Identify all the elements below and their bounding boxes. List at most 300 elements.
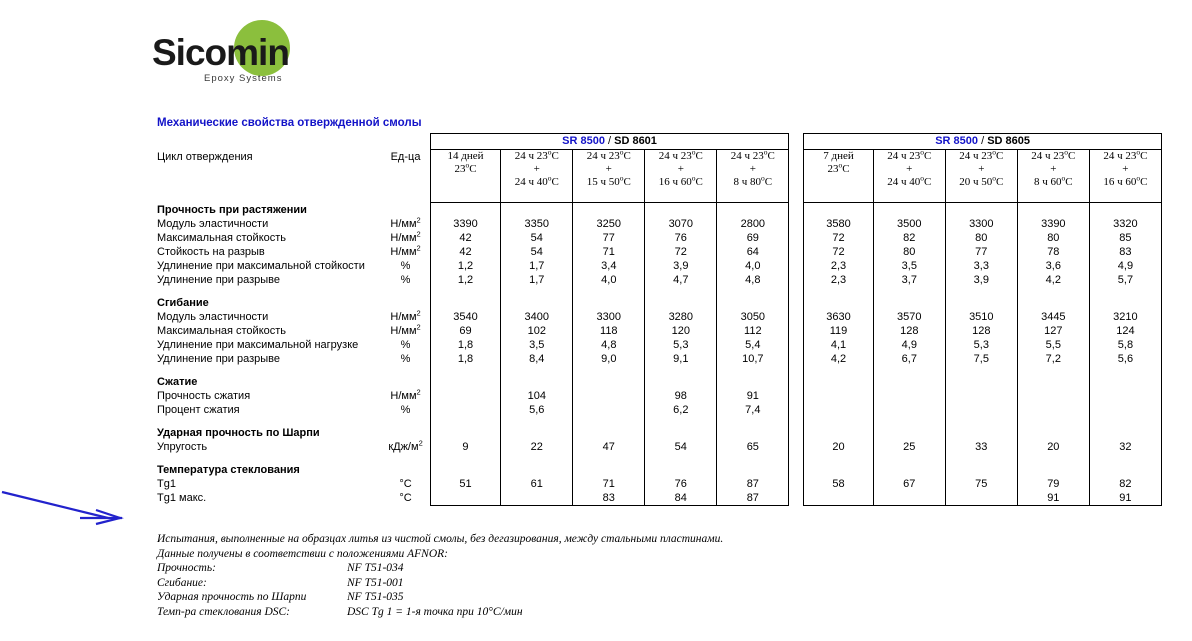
row-unit: $Н/мм^2$ [390, 308, 421, 323]
data-cell-left: 71 [573, 245, 645, 259]
data-cell-right: 58 [804, 477, 874, 491]
data-cell-left: 102 [501, 324, 573, 338]
empty-cell [945, 417, 1017, 426]
data-cell-left: 65 [717, 440, 789, 454]
empty-cell [717, 287, 789, 296]
empty-cell [1089, 426, 1161, 440]
data-cell-left: 4,0 [717, 259, 789, 273]
empty-cell [1017, 454, 1089, 463]
data-cell-left: 1,2 [430, 259, 501, 273]
data-cell-left: 83 [573, 491, 645, 506]
empty-cell [430, 296, 501, 310]
empty-cell [645, 296, 717, 310]
column-gap [789, 217, 804, 231]
row-unit: кДж/$м^2$ [388, 438, 423, 453]
section-spacer-row [157, 366, 1162, 375]
footnote-item [157, 590, 723, 605]
data-cell-right [873, 389, 945, 403]
column-gap [789, 296, 804, 310]
data-cell-left: 69 [430, 324, 501, 338]
column-gap [789, 245, 804, 259]
column-gap [789, 231, 804, 245]
data-cell-left: 76 [645, 477, 717, 491]
data-cell-left: 118 [573, 324, 645, 338]
row-label: Стойкость на разрыв [157, 246, 265, 258]
data-cell-left: 1,8 [430, 352, 501, 366]
data-cell-right: 3570 [873, 310, 945, 324]
empty-cell [945, 296, 1017, 310]
data-cell-right [873, 403, 945, 417]
data-cell-left: 1,7 [501, 273, 573, 287]
table-row [157, 389, 1162, 403]
empty-cell [645, 426, 717, 440]
empty-cell [430, 454, 501, 463]
data-cell-right [804, 403, 874, 417]
empty-cell [573, 287, 645, 296]
cycle-header-left: 14 дней 23$^o$C [430, 150, 501, 203]
data-cell-right: 79 [1017, 477, 1089, 491]
footnote-key: Прочность: [157, 562, 216, 574]
section-spacer-row [157, 454, 1162, 463]
data-cell-right [1017, 389, 1089, 403]
data-cell-right: 3,6 [1017, 259, 1089, 273]
column-gap [789, 366, 804, 375]
data-cell-right: 128 [873, 324, 945, 338]
empty-cell [873, 454, 945, 463]
data-cell-right [1089, 403, 1161, 417]
row-unit: % [400, 339, 411, 351]
empty-cell [804, 296, 874, 310]
data-cell-right: 3210 [1089, 310, 1161, 324]
data-cell-left: 7,4 [717, 403, 789, 417]
column-gap [789, 417, 804, 426]
properties-table-container [157, 133, 1162, 506]
empty-cell [1089, 375, 1161, 389]
section-title: Сжатие [157, 376, 198, 388]
data-cell-left: 3300 [573, 310, 645, 324]
section-spacer-row [157, 287, 1162, 296]
empty-cell [1017, 417, 1089, 426]
data-cell-right: 4,2 [1017, 273, 1089, 287]
empty-cell [501, 366, 573, 375]
empty-cell [1017, 366, 1089, 375]
empty-cell [945, 426, 1017, 440]
empty-cell [381, 375, 430, 389]
empty-cell [873, 426, 945, 440]
empty-cell [157, 134, 381, 150]
empty-cell [717, 203, 789, 218]
column-gap [789, 134, 804, 150]
column-gap [789, 440, 804, 454]
empty-cell [873, 287, 945, 296]
data-cell-left: 1,7 [501, 259, 573, 273]
row-label: Удлинение при разрыве [157, 353, 280, 365]
data-cell-left: 10,7 [717, 352, 789, 366]
row-label: Удлинение при разрыве [157, 274, 280, 286]
row-unit: $Н/мм^2$ [390, 322, 421, 337]
row-unit: °C [399, 492, 412, 504]
data-cell-right: 3300 [945, 217, 1017, 231]
footnote-line-2: Данные получены в соответствии с положениями AFNOR: [157, 547, 449, 560]
data-cell-right: 80 [945, 231, 1017, 245]
empty-cell [501, 375, 573, 389]
empty-cell [381, 463, 430, 477]
empty-cell [381, 426, 430, 440]
table-row [157, 273, 1162, 287]
data-cell-left: 5,6 [501, 403, 573, 417]
footnote-item [157, 561, 723, 576]
footnote-line-1: Испытания, выполненные на образцах литья из чистой смолы, без дегазирования, между стальными пластинами. [157, 533, 724, 545]
data-cell-left: 5,3 [645, 338, 717, 352]
empty-cell [804, 417, 874, 426]
data-cell-left: 3540 [430, 310, 501, 324]
section-title: Ударная прочность по Шарпи [157, 427, 320, 439]
data-cell-right: 4,9 [1089, 259, 1161, 273]
data-cell-right: 2,3 [804, 259, 874, 273]
data-cell-right: 3390 [1017, 217, 1089, 231]
empty-cell [501, 417, 573, 426]
data-cell-left: 6,2 [645, 403, 717, 417]
empty-cell [430, 203, 501, 218]
data-cell-right [1089, 389, 1161, 403]
data-cell-left [573, 403, 645, 417]
empty-cell [1017, 375, 1089, 389]
empty-cell [804, 287, 874, 296]
data-cell-right: 6,7 [873, 352, 945, 366]
data-cell-right: 5,7 [1089, 273, 1161, 287]
empty-cell [645, 375, 717, 389]
section-title-row [157, 426, 1162, 440]
data-cell-right: 127 [1017, 324, 1089, 338]
empty-cell [645, 454, 717, 463]
empty-cell [945, 375, 1017, 389]
data-cell-left: 76 [645, 231, 717, 245]
empty-cell [1089, 287, 1161, 296]
data-cell-right: 119 [804, 324, 874, 338]
empty-cell [945, 454, 1017, 463]
section-title-row [157, 463, 1162, 477]
empty-cell [804, 426, 874, 440]
empty-cell [573, 417, 645, 426]
footnote-item [157, 605, 723, 620]
column-gap [789, 273, 804, 287]
empty-cell [573, 426, 645, 440]
data-cell-left: 3350 [501, 217, 573, 231]
column-gap [789, 491, 804, 506]
data-cell-left: 64 [717, 245, 789, 259]
properties-table [157, 133, 1162, 506]
data-cell-right: 20 [804, 440, 874, 454]
empty-cell [157, 287, 381, 296]
empty-cell [873, 366, 945, 375]
empty-cell [501, 463, 573, 477]
data-cell-left: 3070 [645, 217, 717, 231]
cycle-header-left: 24 ч $23^oC$ + 24 ч 40$^o$C [501, 150, 573, 203]
column-gap [789, 203, 804, 218]
empty-cell [1089, 463, 1161, 477]
empty-cell [381, 417, 430, 426]
section-spacer-row [157, 417, 1162, 426]
data-cell-right: 72 [804, 231, 874, 245]
data-cell-right [1017, 403, 1089, 417]
data-cell-left: 5,4 [717, 338, 789, 352]
table-row [157, 231, 1162, 245]
empty-cell [573, 463, 645, 477]
data-cell-left: 1,2 [430, 273, 501, 287]
empty-cell [645, 463, 717, 477]
data-cell-left: 2800 [717, 217, 789, 231]
empty-cell [873, 203, 945, 218]
data-cell-right: 25 [873, 440, 945, 454]
empty-cell [157, 366, 381, 375]
footnotes [157, 532, 723, 619]
cycle-header-right: 24 ч $23^oC$ + 20 ч 50$^o$C [945, 150, 1017, 203]
empty-cell [430, 287, 501, 296]
table-row [157, 338, 1162, 352]
data-cell-left: 9,1 [645, 352, 717, 366]
section-title: Сгибание [157, 297, 209, 309]
data-cell-left: 54 [645, 440, 717, 454]
row-label: Модуль эластичности [157, 218, 269, 230]
row-unit: °C [399, 478, 412, 490]
cycle-header-right: 7 дней 23$^o$C [804, 150, 874, 203]
data-cell-left: 54 [501, 231, 573, 245]
data-cell-left: 87 [717, 477, 789, 491]
data-cell-right: 3445 [1017, 310, 1089, 324]
data-cell-right: 5,8 [1089, 338, 1161, 352]
data-cell-left: 42 [430, 231, 501, 245]
data-cell-right: 83 [1089, 245, 1161, 259]
data-cell-left: 3,9 [645, 259, 717, 273]
empty-cell [501, 287, 573, 296]
data-cell-left [430, 491, 501, 506]
empty-cell [381, 134, 430, 150]
empty-cell [157, 417, 381, 426]
data-cell-right: 72 [804, 245, 874, 259]
data-cell-left: 4,7 [645, 273, 717, 287]
footnote-key: Ударная прочность по Шарпи [157, 591, 307, 603]
empty-cell [1089, 203, 1161, 218]
data-cell-left: 3280 [645, 310, 717, 324]
empty-cell [573, 454, 645, 463]
data-cell-left: 3250 [573, 217, 645, 231]
column-gap [789, 477, 804, 491]
row-label: Удлинение при максимальной нагрузке [157, 339, 359, 351]
data-cell-right: 3,7 [873, 273, 945, 287]
data-cell-right [873, 491, 945, 506]
data-cell-left: 3050 [717, 310, 789, 324]
logo-tagline: Epoxy Systems [204, 73, 283, 84]
empty-cell [717, 366, 789, 375]
empty-cell [157, 454, 381, 463]
empty-cell [945, 287, 1017, 296]
data-cell-left [501, 491, 573, 506]
cycle-header-right: 24 ч $23^oC$ + 8 ч 60$^o$C [1017, 150, 1089, 203]
empty-cell [717, 296, 789, 310]
page-title: Механические свойства отвержденной смолы [157, 117, 422, 129]
data-cell-right: 5,3 [945, 338, 1017, 352]
data-cell-left: 42 [430, 245, 501, 259]
empty-cell [717, 454, 789, 463]
cycle-header-left: 24 ч $23^oC$ + 8 ч 80$^o$C [717, 150, 789, 203]
empty-cell [430, 417, 501, 426]
data-cell-right [804, 389, 874, 403]
data-cell-left: 120 [645, 324, 717, 338]
data-cell-right: 91 [1089, 491, 1161, 506]
empty-cell [717, 463, 789, 477]
empty-cell [645, 366, 717, 375]
empty-cell [1017, 296, 1089, 310]
data-cell-left: 3400 [501, 310, 573, 324]
data-cell-left: 69 [717, 231, 789, 245]
annotation-arrow-icon [0, 480, 130, 530]
column-gap [789, 259, 804, 273]
table-row [157, 245, 1162, 259]
data-cell-right: 128 [945, 324, 1017, 338]
table-row [157, 352, 1162, 366]
data-cell-right [804, 491, 874, 506]
empty-cell [873, 417, 945, 426]
row-label: Упругость [157, 441, 208, 453]
empty-cell [573, 203, 645, 218]
data-cell-left: 72 [645, 245, 717, 259]
data-cell-right: 7,2 [1017, 352, 1089, 366]
row-unit: $Н/мм^2$ [390, 215, 421, 230]
data-cell-left [573, 389, 645, 403]
empty-cell [873, 296, 945, 310]
empty-cell [430, 375, 501, 389]
row-unit: % [400, 274, 411, 286]
empty-cell [501, 203, 573, 218]
footnote-value: DSC Tg 1 = 1-я точка при 10°C/мин [347, 605, 523, 618]
table-row [157, 217, 1162, 231]
data-cell-left: 54 [501, 245, 573, 259]
data-cell-right: 5,6 [1089, 352, 1161, 366]
row-unit: % [400, 260, 411, 272]
data-cell-left: 8,4 [501, 352, 573, 366]
group-header-right: SR 8500 / SD 8605 [804, 134, 1162, 150]
section-title: Прочность при растяжении [157, 203, 307, 216]
section-title-row [157, 375, 1162, 389]
data-cell-left [430, 389, 501, 403]
row-label: Максимальная стойкость [157, 232, 287, 244]
section-title: Температура стеклования [157, 464, 300, 476]
data-cell-right: 3630 [804, 310, 874, 324]
data-cell-right: 3580 [804, 217, 874, 231]
empty-cell [717, 426, 789, 440]
empty-cell [573, 296, 645, 310]
data-cell-right: 124 [1089, 324, 1161, 338]
data-cell-right: 80 [1017, 231, 1089, 245]
data-cell-right: 67 [873, 477, 945, 491]
empty-cell [804, 203, 874, 218]
empty-cell [501, 426, 573, 440]
empty-cell [430, 366, 501, 375]
data-cell-right: 91 [1017, 491, 1089, 506]
empty-cell [804, 463, 874, 477]
empty-cell [945, 366, 1017, 375]
data-cell-right: 7,5 [945, 352, 1017, 366]
row-label: Удлинение при максимальной стойкости [157, 260, 365, 272]
data-cell-left: 71 [573, 477, 645, 491]
footnote-value: NF T51-035 [347, 591, 404, 603]
data-cell-left: 84 [645, 491, 717, 506]
row-label: Tg1 [157, 478, 176, 490]
data-cell-right [945, 491, 1017, 506]
data-cell-right: 3500 [873, 217, 945, 231]
data-cell-right: 75 [945, 477, 1017, 491]
data-cell-right [945, 389, 1017, 403]
cycle-header-right: 24 ч $23^oC$ + 16 ч 60$^o$C [1089, 150, 1161, 203]
data-cell-left: 1,8 [430, 338, 501, 352]
column-gap [789, 426, 804, 440]
unit-column-header: Ед-ца [390, 150, 421, 163]
data-cell-right: 4,1 [804, 338, 874, 352]
empty-cell [573, 375, 645, 389]
data-cell-left [430, 403, 501, 417]
data-cell-right: 3,3 [945, 259, 1017, 273]
cycle-header-left: 24 ч $23^oC$ + 15 ч 50$^o$C [573, 150, 645, 203]
table-row [157, 259, 1162, 273]
data-cell-right: 4,9 [873, 338, 945, 352]
data-cell-right: 82 [873, 231, 945, 245]
empty-cell [1089, 366, 1161, 375]
row-label: Прочность сжатия [157, 390, 251, 402]
empty-cell [645, 203, 717, 218]
data-cell-right: 80 [873, 245, 945, 259]
table-row [157, 440, 1162, 454]
data-cell-left: 3,5 [501, 338, 573, 352]
column-gap [789, 338, 804, 352]
table-row [157, 477, 1162, 491]
data-cell-right [945, 403, 1017, 417]
data-cell-right: 3320 [1089, 217, 1161, 231]
empty-cell [1017, 426, 1089, 440]
empty-cell [381, 287, 430, 296]
footnote-key: Темп-ра стеклования DSC: [157, 605, 291, 618]
data-cell-left: 4,8 [717, 273, 789, 287]
data-cell-left: 4,8 [573, 338, 645, 352]
group-header-left: SR 8500 / SD 8601 [430, 134, 789, 150]
footnote-value: NF T51-034 [347, 562, 404, 574]
company-logo [152, 18, 332, 90]
column-gap [789, 463, 804, 477]
empty-cell [645, 287, 717, 296]
table-row [157, 310, 1162, 324]
row-unit: % [400, 404, 411, 416]
table-row [157, 491, 1162, 506]
column-gap [789, 389, 804, 403]
table-row [157, 403, 1162, 417]
data-cell-left: 91 [717, 389, 789, 403]
empty-cell [430, 426, 501, 440]
empty-cell [1089, 417, 1161, 426]
empty-cell [1017, 203, 1089, 218]
empty-cell [645, 417, 717, 426]
section-title-row [157, 203, 1162, 218]
empty-cell [873, 375, 945, 389]
row-label: Tg1 макс. [157, 492, 207, 504]
data-cell-left: 104 [501, 389, 573, 403]
logo-wordmark: Sicomin [152, 32, 289, 73]
row-label: Модуль эластичности [157, 311, 269, 323]
empty-cell [873, 463, 945, 477]
empty-cell [804, 366, 874, 375]
data-cell-left: 112 [717, 324, 789, 338]
column-gap [789, 324, 804, 338]
row-unit: % [400, 353, 411, 365]
empty-cell [717, 375, 789, 389]
